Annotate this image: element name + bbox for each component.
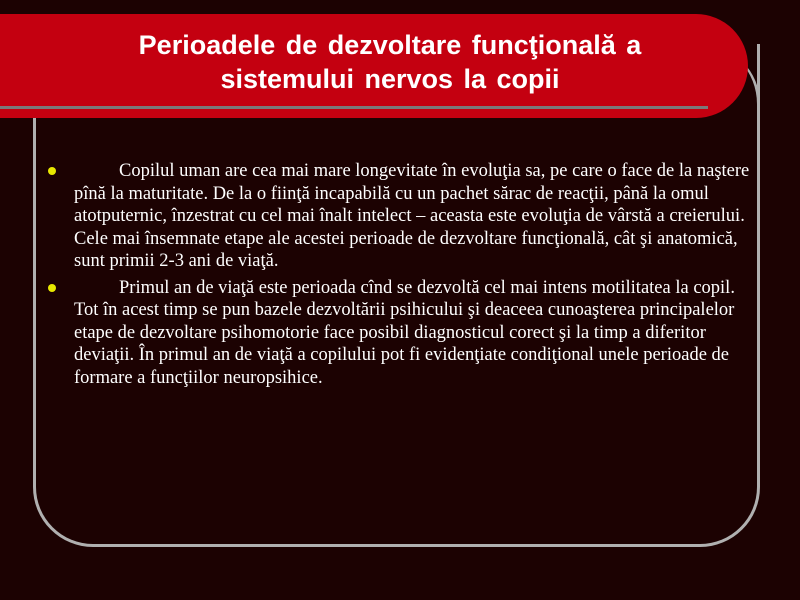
bullet-dot-icon bbox=[48, 167, 56, 175]
bullet-dot-icon bbox=[48, 284, 56, 292]
title-bar-underline bbox=[0, 106, 708, 109]
bullet-item-2 bbox=[40, 277, 762, 390]
bullet-item-1 bbox=[40, 160, 762, 273]
bullet-list bbox=[40, 160, 762, 393]
bullet-text-1: Copilul uman are cea mai mare longevitate în evoluţia sa, pe care o face de la naştere pînă la maturitate. De la o fiinţă incapabilă cu un pachet sărac de reacţii, până la omul atotputernic, înzestrat cu cel mai înalt intelect – aceasta este evoluţia de vârstă a creierului. Cele mai însemnate etape ale acestei perioade de dezvoltare funcţională, cât şi anatomică, sunt primii 2-3 ani de viaţă. bbox=[74, 161, 750, 271]
slide-title-line-2: sistemului nervos la copii bbox=[220, 64, 560, 94]
slide-title-line-1: Perioadele de dezvoltare funcţională a bbox=[138, 30, 642, 60]
slide-title bbox=[60, 28, 720, 96]
bullet-text-2: Primul an de viaţă este perioada cînd se dezvoltă cel mai intens motilitatea la copil. Tot în acest timp se pun bazele dezvoltării psihicului şi deaceea cunoaşterea principalelor etape de dezvoltare psihomotorie face posibil diagnosticul corect şi la timp a diferitor deviaţii. În primul an de viaţă a copilului pot fi evidenţiate condiţional unele perioade de formare a funcţiilor neuropsihice. bbox=[74, 277, 735, 388]
